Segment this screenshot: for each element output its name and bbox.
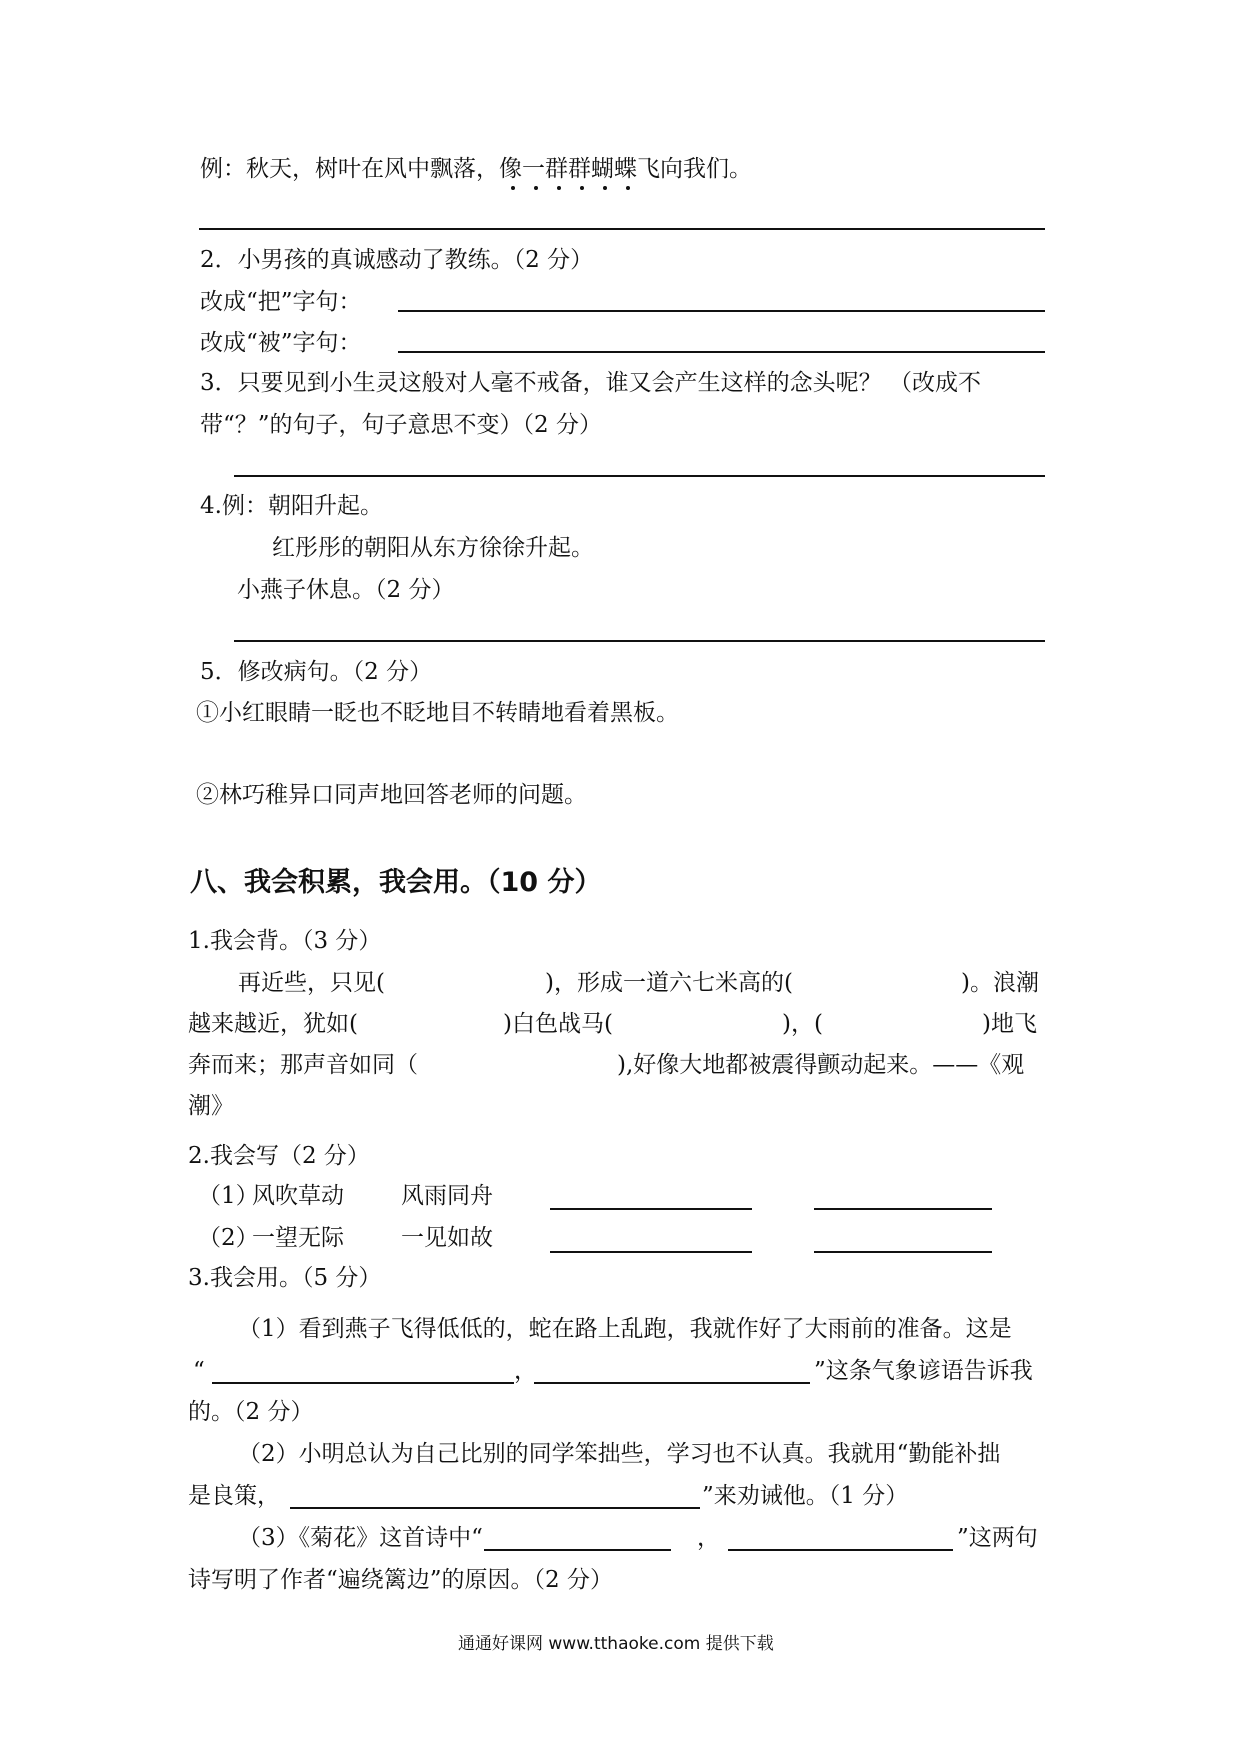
q2-ba-label: 改成“把”字句： (200, 289, 362, 315)
recite-text: )地飞 (982, 1011, 1037, 1037)
s8-q3a-line1: （1）看到燕子飞得低低的，蛇在路上乱跑，我就作好了大雨前的准备。这是 (238, 1316, 1012, 1342)
q4-line3: 小燕子休息。（2 分） (237, 577, 455, 603)
answer-line-example[interactable] (199, 228, 1045, 230)
idiom-example: 风吹草动 (252, 1183, 344, 1209)
q5-item2: ②林巧稚异口同声地回答老师的问题。 (196, 782, 587, 808)
q4-line2: 红彤彤的朝阳从东方徐徐升起。 (272, 535, 594, 561)
section-heading: 八、我会积累，我会用。（10 分） (190, 867, 602, 898)
answer-line-bei[interactable] (398, 351, 1045, 353)
recite-text: 越来越近，犹如( (188, 1011, 358, 1037)
idiom-example: 一望无际 (252, 1225, 344, 1251)
s8-q3b-line2-end: ”来劝诫他。（1 分） (702, 1483, 909, 1509)
q5-stem: 5．修改病句。（2 分） (200, 659, 433, 685)
answer-line-poem[interactable] (484, 1549, 671, 1551)
s8-q1-stem: 1.我会背。（3 分） (188, 928, 382, 954)
s8-q3a-line2-end: ”这条气象谚语告诉我 (814, 1358, 1033, 1384)
q4-line1: 4.例：朝阳升起。 (200, 493, 383, 519)
q5-item1: ①小红眼睛一眨也不眨地目不转睛地看着黑板。 (196, 700, 679, 726)
q2-stem: 2．小男孩的真诚感动了教练。（2 分） (200, 247, 594, 273)
q3-line1: 3．只要见到小生灵这般对人毫不戒备，谁又会产生这样的念头呢？ （改成不 (200, 370, 981, 396)
s8-q2-stem: 2.我会写（2 分） (188, 1143, 370, 1169)
recite-text: )白色战马( (503, 1011, 613, 1037)
s8-q3a-line3: 的。（2 分） (188, 1399, 314, 1425)
answer-line-proverb[interactable] (534, 1382, 810, 1384)
answer-line-proverb[interactable] (212, 1382, 514, 1384)
answer-line-saying[interactable] (290, 1507, 700, 1509)
answer-line-idiom[interactable] (550, 1251, 752, 1253)
example-sentence: 例：秋天，树叶在风中飘落，像一群群蝴蝶飞向我们。 (200, 156, 752, 182)
recite-text: ),好像大地都被震得颤动起来。——《观 (617, 1052, 1025, 1078)
answer-line-idiom[interactable] (550, 1208, 752, 1210)
recite-text: )。浪潮 (961, 970, 1039, 996)
s8-q3-stem: 3.我会用。（5 分） (188, 1265, 382, 1291)
answer-line-ba[interactable] (398, 310, 1045, 312)
idiom-example: 一见如故 (401, 1225, 493, 1251)
quote-open: “ (193, 1358, 205, 1384)
s8-q3c-line1-start: （3）《菊花》这首诗中“ (238, 1525, 483, 1551)
answer-line-q3[interactable] (234, 475, 1045, 477)
comma: ， (514, 1358, 537, 1384)
recite-text: 潮》 (188, 1093, 234, 1119)
q2-bei-label: 改成“被”字句： (200, 330, 362, 356)
answer-line-poem[interactable] (728, 1549, 953, 1551)
idiom-row-number: （1） (198, 1183, 259, 1209)
comma: ， (697, 1525, 720, 1551)
recite-text: )，( (782, 1011, 823, 1037)
idiom-row-number: （2） (198, 1225, 259, 1251)
q3-line2: 带“？”的句子，句子意思不变）（2 分） (200, 412, 602, 438)
recite-text: 奔而来；那声音如同（ (188, 1052, 418, 1078)
answer-line-idiom[interactable] (814, 1208, 992, 1210)
answer-line-idiom[interactable] (814, 1251, 992, 1253)
s8-q3c-line1-end: ”这两句 (957, 1525, 1038, 1551)
recite-text: )，形成一道六七米高的( (545, 970, 793, 996)
s8-q3b-line1: （2）小明总认为自己比别的同学笨拙些，学习也不认真。我就用“勤能补拙 (238, 1441, 1001, 1467)
s8-q3b-line2-start: 是良策， (188, 1483, 280, 1509)
recite-text: 再近些，只见( (238, 970, 385, 996)
answer-line-q4[interactable] (234, 640, 1045, 642)
s8-q3c-line2: 诗写明了作者“遍绕篱边”的原因。（2 分） (188, 1567, 613, 1593)
footer-text: 通通好课网 www.tthaoke.com 提供下载 (458, 1634, 774, 1654)
idiom-example: 风雨同舟 (401, 1183, 493, 1209)
